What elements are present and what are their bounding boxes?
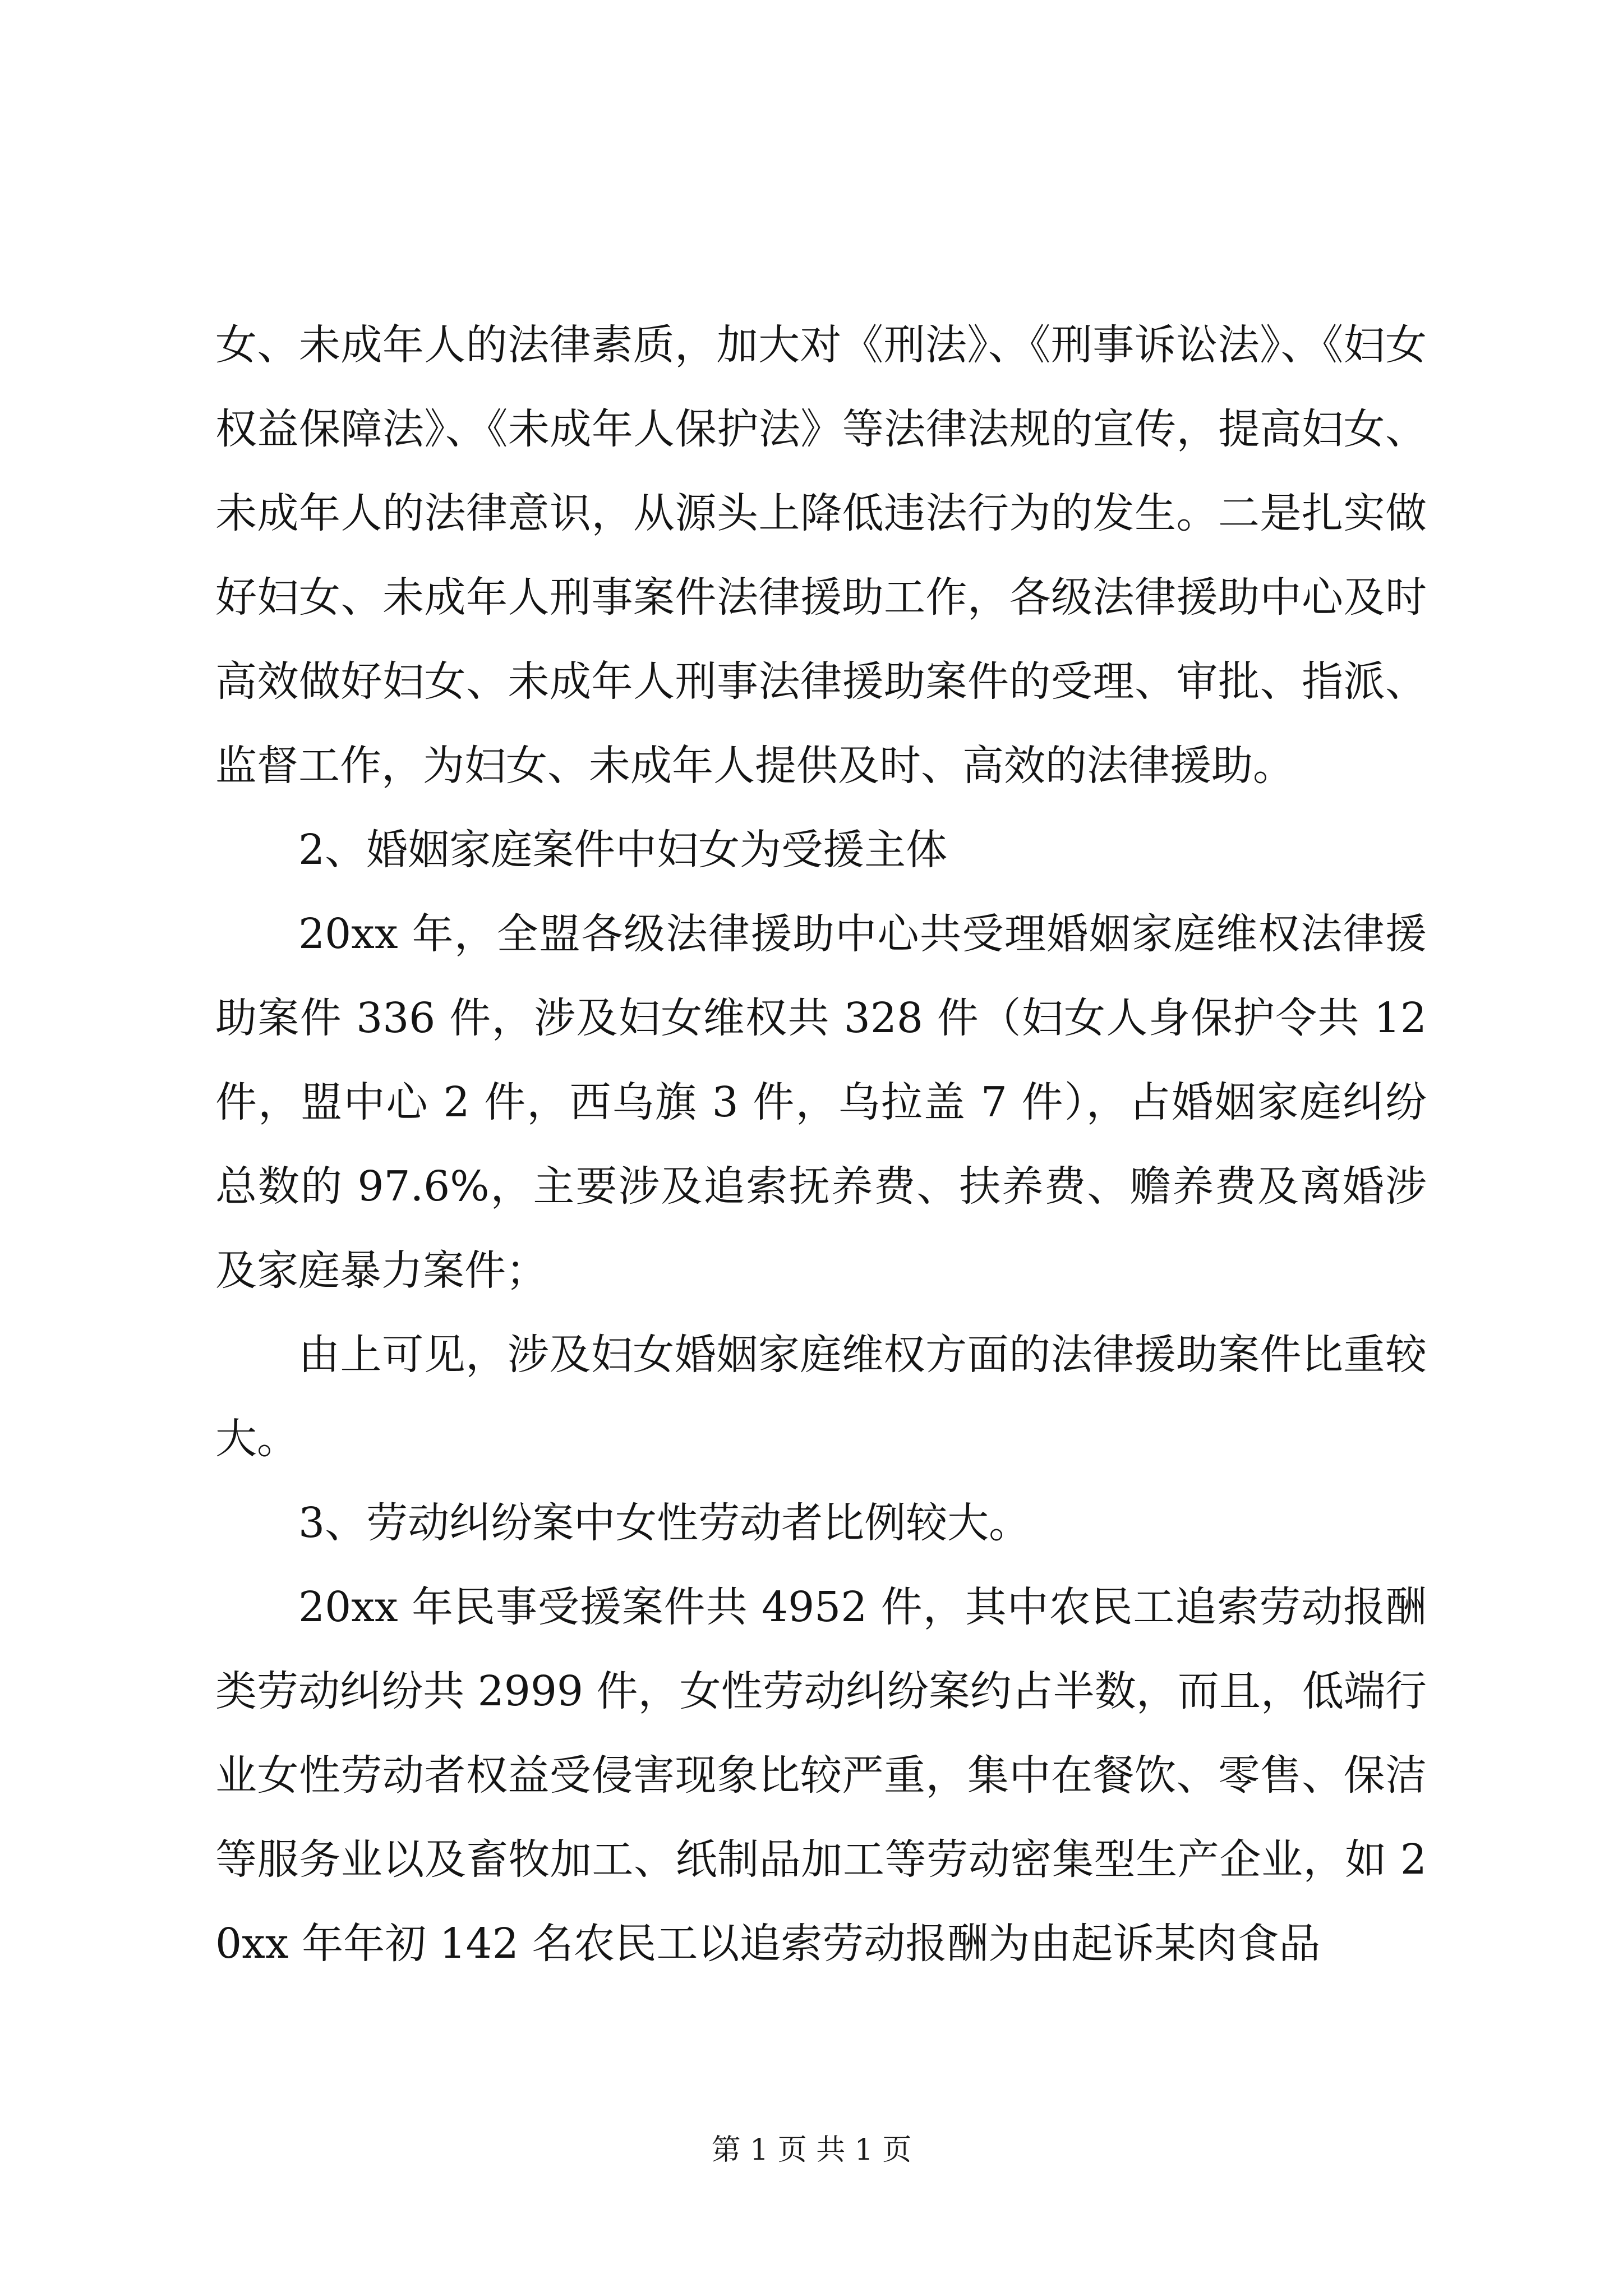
section-heading-labor-disputes: 3、劳动纠纷案中女性劳动者比例较大。 — [298, 1499, 1031, 1547]
paragraph-continued-text: 女、未成年人的法律素质，加大对《刑法》、《刑事诉讼法》、《妇女权益保障法》、《未成年人保护法》等法律法规的宣传，提高妇女、未成年人的法律意识，从源头上降低违法行为的发生。二是扎实做好妇女、未成年人刑事案件法律援助工作，各级法律援助中心及时高效做好妇女、未成年人刑事法律援助案件的受理、审批、指派、监督工作，为妇女、未成年人提供及时、高效的法律援助。 — [215, 321, 1427, 790]
paragraph-labor-statistics: 20xx 年民事受援案件共 4952 件，其中农民工追索劳动报酬类劳动纠纷共 2999 件，女性劳动纠纷案约占半数，而且，低端行业女性劳动者权益受侵害现象比较严重，集中在餐饮、零售、保洁等服务业以及畜牧加工、纸制品加工等劳动密集型生产企业，如 20xx 年年初 142 名农民工以追索劳动报酬为由起诉某肉食品 — [215, 1583, 1427, 1968]
paragraph-marriage-statistics: 20xx 年，全盟各级法律援助中心共受理婚姻家庭维权法律援助案件 336 件，涉及妇女维权共 328 件（妇女人身保护令共 12 件，盟中心 2 件，西乌旗 3 件，乌拉盖 7 件），占婚姻家庭纠纷总数的 97.6%，主要涉及追索抚养费、扶养费、赡养费及离婚涉及家庭暴力案件； — [215, 910, 1427, 1295]
page-footer: 第 1 页 共 1 页 — [711, 2133, 912, 2167]
section-heading-marriage-family: 2、婚姻家庭案件中妇女为受援主体 — [298, 826, 948, 874]
document-body — [215, 303, 1427, 1986]
paragraph-conclusion: 由上可见，涉及妇女婚姻家庭维权方面的法律援助案件比重较大。 — [215, 1331, 1427, 1463]
